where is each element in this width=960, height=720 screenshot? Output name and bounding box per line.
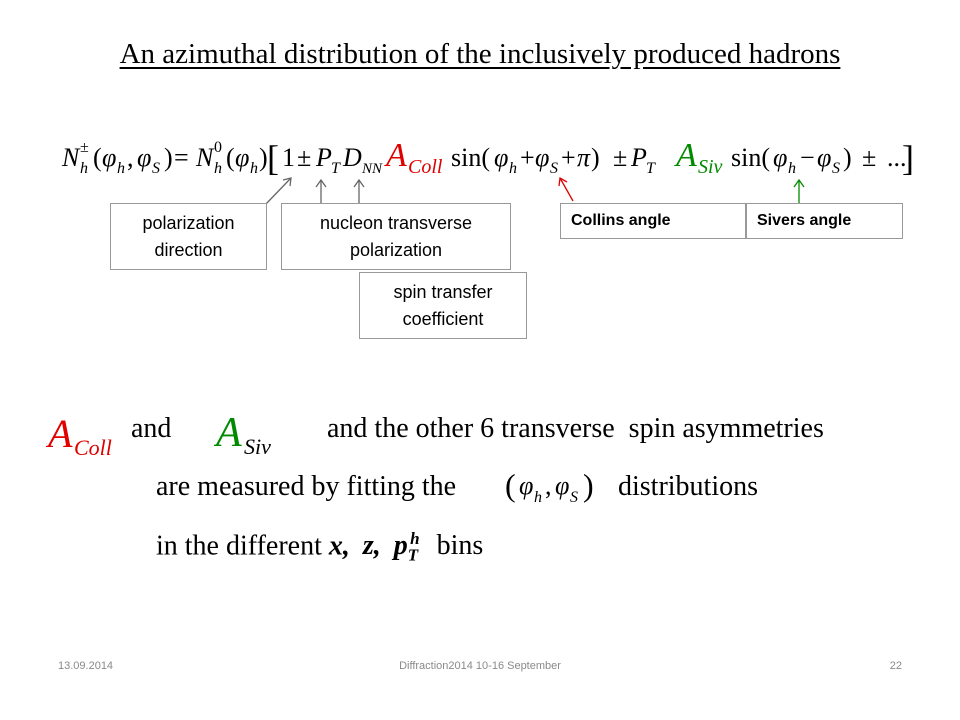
svg-text:φ: φ [817, 143, 832, 172]
svg-text:N: N [62, 143, 80, 172]
var-p: p [393, 530, 408, 562]
svg-text:1: 1 [282, 143, 295, 172]
page-number: 22 [889, 660, 902, 672]
svg-text:S: S [832, 160, 840, 177]
svg-text:A: A [386, 137, 407, 174]
svg-text:): ) [843, 143, 852, 172]
svg-text:): ) [259, 143, 268, 172]
svg-text:(: ( [93, 143, 102, 172]
collins-angle-label: Collins angle [560, 203, 746, 239]
svg-text:π: π [577, 143, 591, 172]
svg-text:h: h [214, 160, 222, 177]
svg-text:h: h [788, 160, 796, 177]
footer-conference: Diffraction2014 10-16 September [399, 660, 561, 672]
svg-text:sin(: sin( [731, 143, 770, 172]
angle-pair-formula [503, 462, 613, 512]
svg-text:,: , [545, 471, 552, 500]
svg-text:φ: φ [773, 143, 788, 172]
svg-text:φ: φ [137, 143, 152, 172]
svg-text:P: P [631, 143, 647, 172]
svg-text:φ: φ [535, 143, 550, 172]
svg-text:h: h [117, 160, 125, 177]
svg-text:): ) [591, 143, 600, 172]
svg-text:): ) [164, 143, 173, 172]
svg-text:sin(: sin( [451, 143, 490, 172]
svg-text:±: ± [297, 143, 312, 172]
and-connector: and [131, 413, 172, 444]
svg-text:h: h [534, 489, 542, 506]
polarization-direction-label: polarization direction [110, 203, 267, 270]
bins-prefix: in the different [156, 530, 329, 562]
svg-text:h: h [250, 160, 258, 177]
svg-text:φ: φ [235, 143, 250, 172]
spin-transfer-coefficient-label: spin transfer coefficient [359, 272, 527, 339]
svg-text:φ: φ [555, 471, 570, 500]
var-h-sup: h [410, 529, 420, 548]
svg-text:...: ... [887, 143, 907, 172]
a-coll-body-symbol [46, 407, 126, 463]
svg-text:φ: φ [494, 143, 509, 172]
sivers-angle-label: Sivers angle [746, 203, 903, 239]
svg-text:A: A [216, 410, 242, 456]
slide-title: An azimuthal distribution of the inclusively produced hadrons [119, 38, 841, 70]
bins-suffix: bins [436, 530, 484, 562]
svg-text:T: T [646, 160, 655, 177]
svg-text:±: ± [80, 139, 89, 156]
footer-date: 13.09.2014 [58, 660, 114, 672]
svg-text:Siv: Siv [244, 434, 271, 459]
svg-text:−: − [800, 143, 815, 172]
svg-text:S: S [570, 489, 578, 506]
var-z: z, [362, 530, 381, 562]
svg-text:NN: NN [362, 161, 383, 177]
svg-text:Coll: Coll [408, 156, 443, 178]
svg-text:φ: φ [519, 471, 534, 500]
svg-text:A: A [676, 137, 697, 174]
a-siv-body-symbol [214, 404, 290, 462]
svg-text:+: + [520, 143, 535, 172]
svg-text:(: ( [226, 143, 235, 172]
svg-text:[: [ [267, 138, 279, 178]
svg-text:±: ± [862, 143, 877, 172]
svg-text:P: P [316, 143, 332, 172]
var-x: x, [328, 530, 350, 562]
nucleon-transverse-polarization-label: nucleon transverse polarization [281, 203, 511, 270]
svg-text:0: 0 [214, 139, 222, 156]
asymmetries-text: and the other 6 transverse spin asymmetries [327, 413, 824, 444]
measured-text: are measured by fitting the [156, 471, 457, 502]
svg-text:Siv: Siv [698, 156, 723, 178]
svg-text:φ: φ [102, 143, 117, 172]
svg-text:(: ( [505, 467, 516, 503]
svg-text:A: A [48, 411, 73, 456]
svg-text:]: ] [902, 138, 914, 178]
svg-text:S: S [550, 160, 558, 177]
svg-text:h: h [80, 160, 88, 177]
svg-text:=: = [174, 143, 189, 172]
svg-text:N: N [196, 143, 214, 172]
var-t-sub: T [407, 545, 419, 565]
svg-text:T: T [331, 160, 340, 177]
svg-text:S: S [152, 160, 160, 177]
svg-text:): ) [583, 467, 594, 503]
svg-text:h: h [509, 160, 517, 177]
distributions-text: distributions [618, 471, 759, 502]
svg-text:±: ± [613, 143, 628, 172]
bins-sentence [156, 529, 483, 566]
svg-text:+: + [561, 143, 576, 172]
svg-text:Coll: Coll [74, 435, 112, 460]
svg-text:D: D [343, 143, 362, 172]
svg-text:,: , [127, 143, 134, 172]
